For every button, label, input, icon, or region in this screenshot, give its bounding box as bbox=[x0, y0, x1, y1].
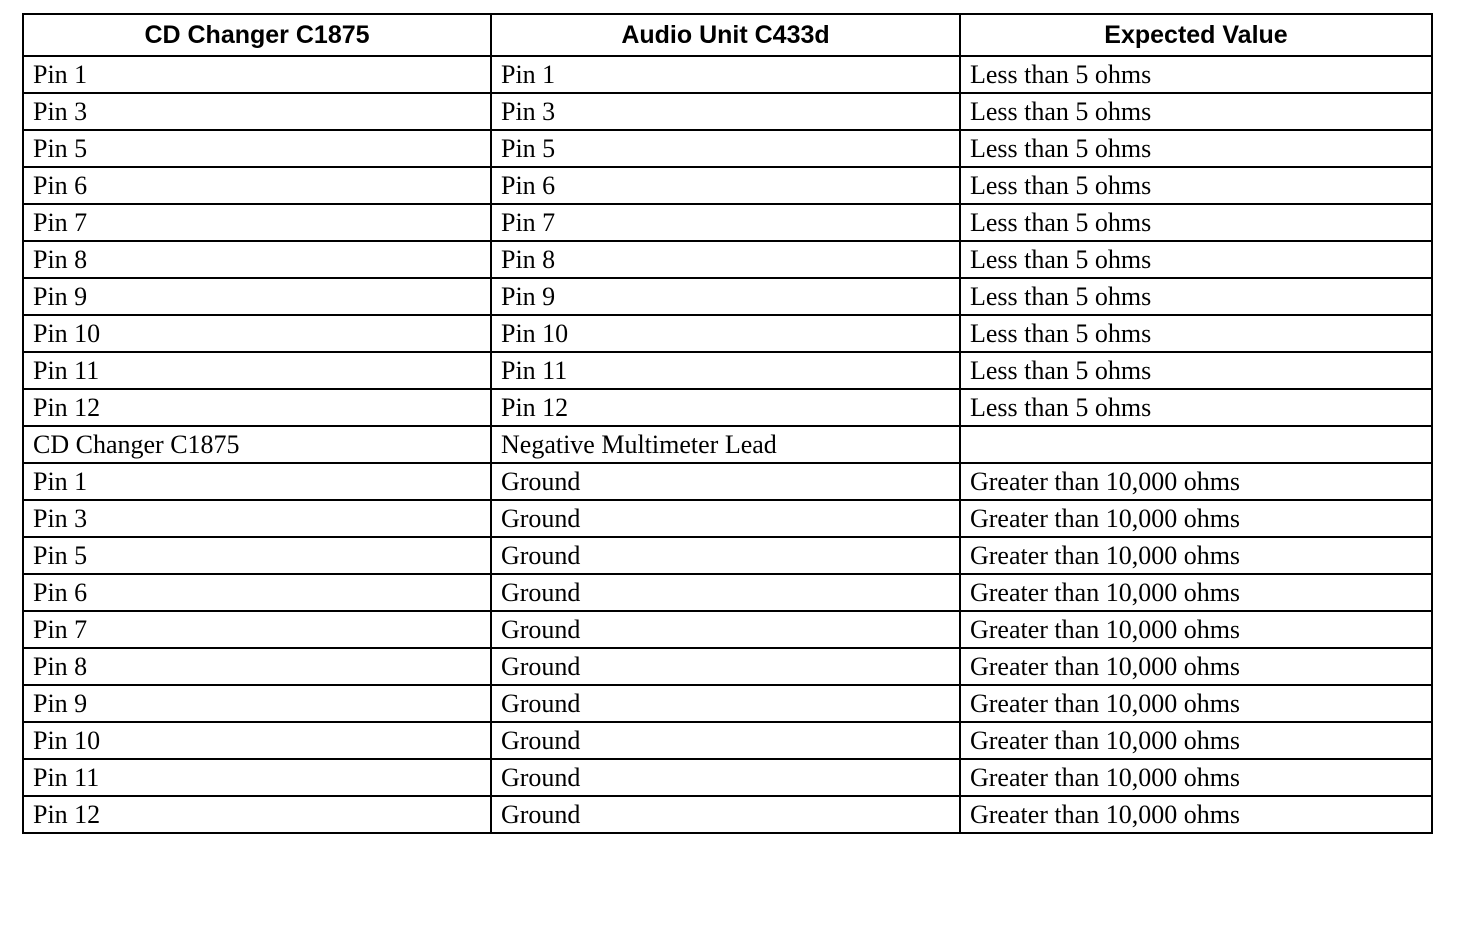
audio-unit-cell: Ground bbox=[491, 537, 960, 574]
cd-changer-cell: Pin 9 bbox=[23, 685, 491, 722]
table-row bbox=[23, 648, 1432, 685]
table-row bbox=[23, 204, 1432, 241]
table-row bbox=[23, 796, 1432, 833]
cd-changer-cell: Pin 11 bbox=[23, 759, 491, 796]
expected-value-cell: Less than 5 ohms bbox=[960, 56, 1432, 93]
audio-unit-cell: Pin 11 bbox=[491, 352, 960, 389]
table-row bbox=[23, 93, 1432, 130]
cd-changer-cell: Pin 12 bbox=[23, 389, 491, 426]
cd-changer-cell: Pin 10 bbox=[23, 722, 491, 759]
cd-changer-cell: Pin 1 bbox=[23, 463, 491, 500]
cd-changer-cell: Pin 3 bbox=[23, 500, 491, 537]
audio-unit-cell: Ground bbox=[491, 759, 960, 796]
table-row bbox=[23, 722, 1432, 759]
table-row bbox=[23, 463, 1432, 500]
expected-value-cell: Greater than 10,000 ohms bbox=[960, 611, 1432, 648]
audio-unit-cell: Ground bbox=[491, 796, 960, 833]
audio-unit-cell: Ground bbox=[491, 722, 960, 759]
cd-changer-cell: Pin 5 bbox=[23, 130, 491, 167]
cd-changer-cell: Pin 9 bbox=[23, 278, 491, 315]
header-cd-changer: CD Changer C1875 bbox=[23, 14, 491, 56]
table-row bbox=[23, 537, 1432, 574]
expected-value-cell: Greater than 10,000 ohms bbox=[960, 796, 1432, 833]
expected-value-cell: Greater than 10,000 ohms bbox=[960, 759, 1432, 796]
expected-value-cell: Less than 5 ohms bbox=[960, 167, 1432, 204]
table-row bbox=[23, 574, 1432, 611]
expected-value-cell: Less than 5 ohms bbox=[960, 315, 1432, 352]
table-row bbox=[23, 611, 1432, 648]
header-audio-unit: Audio Unit C433d bbox=[491, 14, 960, 56]
cd-changer-cell: Pin 7 bbox=[23, 611, 491, 648]
cd-changer-cell: Pin 5 bbox=[23, 537, 491, 574]
table-row bbox=[23, 759, 1432, 796]
expected-value-cell: Greater than 10,000 ohms bbox=[960, 648, 1432, 685]
expected-value-cell: Less than 5 ohms bbox=[960, 241, 1432, 278]
cd-changer-cell: Pin 6 bbox=[23, 574, 491, 611]
audio-unit-cell: Ground bbox=[491, 574, 960, 611]
table-row bbox=[23, 500, 1432, 537]
table-row bbox=[23, 130, 1432, 167]
expected-value-cell bbox=[960, 426, 1432, 463]
audio-unit-cell: Pin 10 bbox=[491, 315, 960, 352]
table-row bbox=[23, 352, 1432, 389]
audio-unit-cell: Pin 8 bbox=[491, 241, 960, 278]
audio-unit-cell: Ground bbox=[491, 648, 960, 685]
audio-unit-cell: Pin 6 bbox=[491, 167, 960, 204]
cd-changer-cell: Pin 1 bbox=[23, 56, 491, 93]
expected-value-cell: Less than 5 ohms bbox=[960, 204, 1432, 241]
audio-unit-cell: Pin 7 bbox=[491, 204, 960, 241]
cd-changer-cell: Pin 3 bbox=[23, 93, 491, 130]
table-row bbox=[23, 685, 1432, 722]
audio-unit-cell: Pin 3 bbox=[491, 93, 960, 130]
table-row bbox=[23, 278, 1432, 315]
audio-unit-cell: Ground bbox=[491, 463, 960, 500]
expected-value-cell: Less than 5 ohms bbox=[960, 278, 1432, 315]
table-body bbox=[23, 56, 1432, 833]
resistance-test-table bbox=[22, 13, 1433, 834]
cd-changer-cell: Pin 12 bbox=[23, 796, 491, 833]
table-header-row bbox=[23, 14, 1432, 56]
expected-value-cell: Less than 5 ohms bbox=[960, 130, 1432, 167]
cd-changer-cell: Pin 10 bbox=[23, 315, 491, 352]
table-row bbox=[23, 426, 1432, 463]
expected-value-cell: Less than 5 ohms bbox=[960, 352, 1432, 389]
cd-changer-cell: Pin 8 bbox=[23, 648, 491, 685]
audio-unit-cell: Pin 12 bbox=[491, 389, 960, 426]
audio-unit-cell: Ground bbox=[491, 611, 960, 648]
cd-changer-cell: Pin 11 bbox=[23, 352, 491, 389]
cd-changer-cell: CD Changer C1875 bbox=[23, 426, 491, 463]
audio-unit-cell: Pin 5 bbox=[491, 130, 960, 167]
cd-changer-cell: Pin 6 bbox=[23, 167, 491, 204]
table-row bbox=[23, 315, 1432, 352]
expected-value-cell: Greater than 10,000 ohms bbox=[960, 685, 1432, 722]
expected-value-cell: Greater than 10,000 ohms bbox=[960, 722, 1432, 759]
table-row bbox=[23, 167, 1432, 204]
expected-value-cell: Less than 5 ohms bbox=[960, 389, 1432, 426]
expected-value-cell: Less than 5 ohms bbox=[960, 93, 1432, 130]
expected-value-cell: Greater than 10,000 ohms bbox=[960, 537, 1432, 574]
audio-unit-cell: Negative Multimeter Lead bbox=[491, 426, 960, 463]
audio-unit-cell: Ground bbox=[491, 685, 960, 722]
header-expected-value: Expected Value bbox=[960, 14, 1432, 56]
expected-value-cell: Greater than 10,000 ohms bbox=[960, 574, 1432, 611]
audio-unit-cell: Ground bbox=[491, 500, 960, 537]
table-row bbox=[23, 241, 1432, 278]
table-row bbox=[23, 389, 1432, 426]
cd-changer-cell: Pin 7 bbox=[23, 204, 491, 241]
table-row bbox=[23, 56, 1432, 93]
audio-unit-cell: Pin 9 bbox=[491, 278, 960, 315]
audio-unit-cell: Pin 1 bbox=[491, 56, 960, 93]
expected-value-cell: Greater than 10,000 ohms bbox=[960, 500, 1432, 537]
expected-value-cell: Greater than 10,000 ohms bbox=[960, 463, 1432, 500]
cd-changer-cell: Pin 8 bbox=[23, 241, 491, 278]
